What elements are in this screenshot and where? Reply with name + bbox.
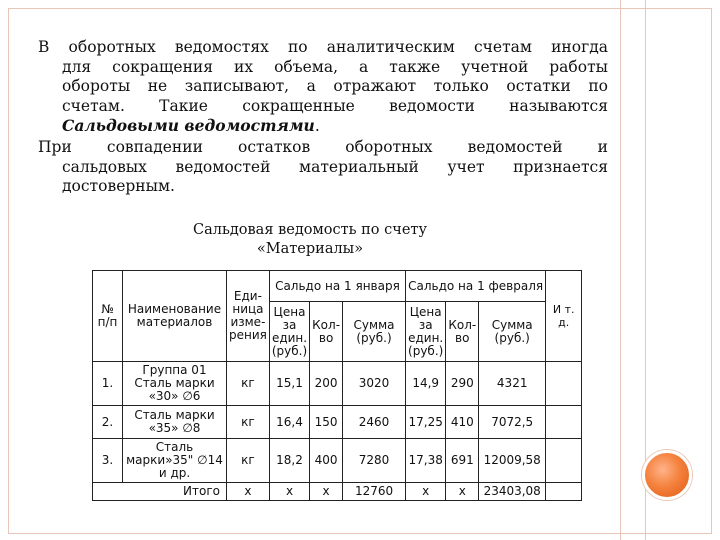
paragraph-line: При совпадении остатков оборотных ведомостей и <box>38 138 608 156</box>
table-caption-line2: «Материалы» <box>256 241 364 257</box>
header-jan-price: Цена за един. (руб.) <box>269 302 309 362</box>
total-jan-sum: 12760 <box>343 483 406 501</box>
row-feb-qty: 691 <box>446 439 479 483</box>
row-feb-sum: 12009,58 <box>479 439 546 483</box>
table-row <box>93 406 582 439</box>
row-name: Сталь марки «35» ∅8 <box>123 406 227 439</box>
header-unit: Еди-ница изме-рения <box>227 271 270 362</box>
paragraph-line: достоверным. <box>62 177 175 195</box>
row-num: 1. <box>93 362 123 406</box>
row-jan-qty: 150 <box>310 406 343 439</box>
total-row <box>93 483 582 501</box>
total-unit: x <box>227 483 270 501</box>
header-jan-sum: Сумма (руб.) <box>343 302 406 362</box>
total-feb-sum: 23403,08 <box>479 483 546 501</box>
row-etc <box>546 439 582 483</box>
row-jan-price: 16,4 <box>269 406 309 439</box>
header-saldo-feb: Сальдо на 1 февраля <box>406 271 546 302</box>
row-jan-price: 18,2 <box>269 439 309 483</box>
term-suffix: . <box>314 117 320 135</box>
total-etc <box>546 483 582 501</box>
header-feb-qty: Кол-во <box>446 302 479 362</box>
row-jan-sum: 7280 <box>343 439 406 483</box>
row-feb-price: 17,38 <box>406 439 446 483</box>
row-feb-qty: 410 <box>446 406 479 439</box>
row-jan-sum: 3020 <box>343 362 406 406</box>
paragraph-line: счетам. Такие сокращенные ведомости называются <box>62 96 608 115</box>
header-name: Наименование материалов <box>123 271 227 362</box>
row-feb-price: 17,25 <box>406 406 446 439</box>
row-name: Сталь марки»35" ∅14 и др. <box>123 439 227 483</box>
row-num: 3. <box>93 439 123 483</box>
table-row <box>93 362 582 406</box>
total-jan-qty: x <box>310 483 343 501</box>
row-feb-sum: 7072,5 <box>479 406 546 439</box>
total-feb-qty: x <box>446 483 479 501</box>
row-num: 2. <box>93 406 123 439</box>
row-unit: кг <box>227 362 270 406</box>
table-row <box>93 439 582 483</box>
header-jan-qty: Кол-во <box>310 302 343 362</box>
total-jan-price: x <box>269 483 309 501</box>
slide-side-band <box>620 0 646 540</box>
definition-paragraph <box>38 38 608 137</box>
row-feb-qty: 290 <box>446 362 479 406</box>
row-etc <box>546 406 582 439</box>
header-saldo-jan: Сальдо на 1 января <box>269 271 405 302</box>
row-jan-qty: 200 <box>310 362 343 406</box>
header-feb-price: Цена за един. (руб.) <box>406 302 446 362</box>
header-num: № п/п <box>93 271 123 362</box>
row-jan-price: 15,1 <box>269 362 309 406</box>
saldo-ledger-table <box>92 270 582 501</box>
paragraph-line: В оборотных ведомостях по аналитическим счетам иногда <box>38 38 608 56</box>
row-feb-price: 14,9 <box>406 362 446 406</box>
header-etc: И т. д. <box>546 271 582 362</box>
defined-term: Сальдовыми ведомостями <box>62 116 315 135</box>
row-jan-qty: 400 <box>310 439 343 483</box>
verification-paragraph <box>38 138 608 197</box>
row-unit: кг <box>227 406 270 439</box>
table-caption-line1: Сальдовая ведомость по счету <box>193 222 427 238</box>
paragraph-line: обороты не записывают, а отражают только остатки по <box>62 77 608 95</box>
paragraph-line: сальдовых ведомостей материальный учет признается <box>62 157 608 176</box>
row-etc <box>546 362 582 406</box>
paragraph-line <box>38 116 608 137</box>
paragraph-line: для сокращения их объема, а также учетной работы <box>62 57 608 76</box>
row-jan-sum: 2460 <box>343 406 406 439</box>
total-feb-price: x <box>406 483 446 501</box>
row-feb-sum: 4321 <box>479 362 546 406</box>
row-unit: кг <box>227 439 270 483</box>
header-feb-sum: Сумма (руб.) <box>479 302 546 362</box>
decorative-orange-circle <box>642 450 692 500</box>
total-label: Итого <box>93 483 227 501</box>
row-name: Группа 01 Сталь марки «30» ∅6 <box>123 362 227 406</box>
